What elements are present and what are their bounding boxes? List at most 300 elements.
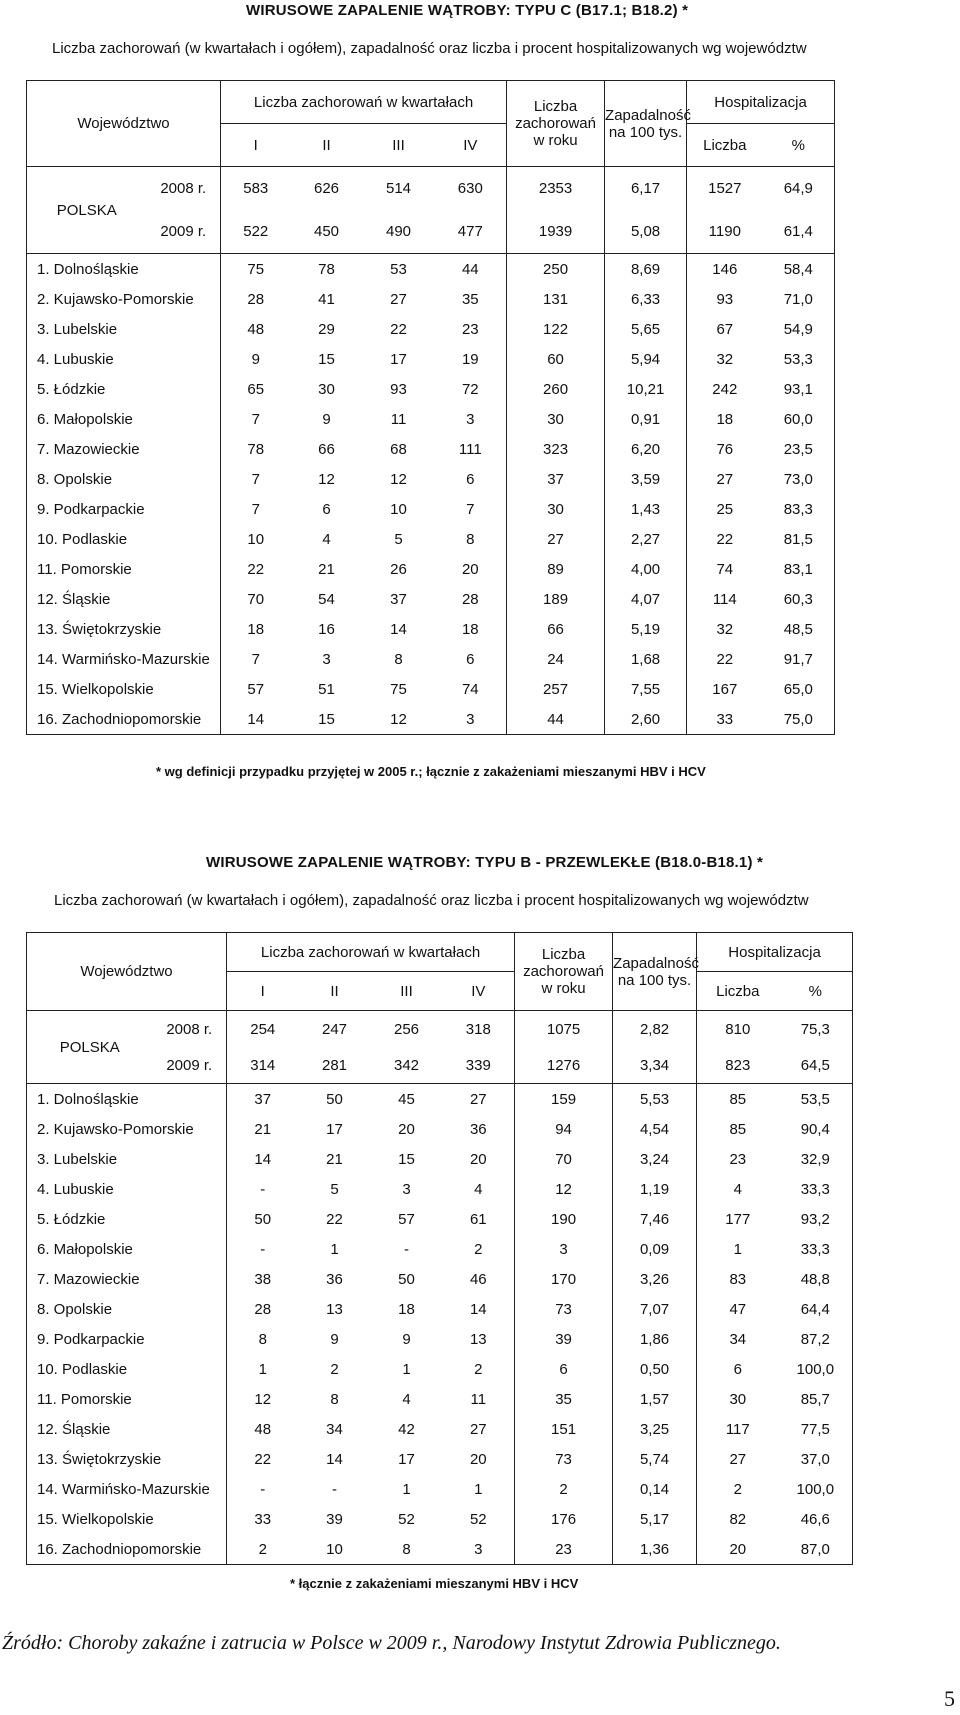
cell-q2: 66 — [318, 440, 335, 458]
header-hospitalization: Hospitalizacja — [687, 81, 835, 124]
header-quarters: Liczba zachorowań w kwartałach — [221, 81, 507, 124]
cell-q1: - — [260, 1240, 266, 1258]
table-row — [27, 254, 835, 285]
cell-q3: 10 — [390, 500, 407, 518]
cell-q1: 583 — [243, 180, 269, 197]
cell-q3: 8 — [371, 1534, 443, 1565]
cell-q1: 28 — [247, 290, 265, 308]
cell-q3: 20 — [398, 1120, 415, 1138]
cell-q4: 6 — [435, 464, 507, 494]
cell-q2: 41 — [318, 290, 335, 308]
cell-hosp-pct: 61,4 — [763, 210, 835, 254]
cell-hosp-count: 6 — [733, 1360, 742, 1378]
cell-q3: 57 — [398, 1210, 415, 1228]
cell-q2: 9 — [330, 1330, 339, 1348]
voivodeship-name: 7. Mazowieckie — [27, 1264, 227, 1294]
cell-hosp-count: 177 — [725, 1210, 751, 1228]
cell-hosp-count: 20 — [697, 1534, 779, 1565]
polska-year: 2008 r. — [153, 1011, 227, 1048]
voivodeship-name: 4. Lubuskie — [27, 344, 221, 374]
cell-hosp-count: 33 — [687, 704, 763, 735]
cell-q4: 477 — [435, 210, 507, 254]
cell-q4: 19 — [435, 344, 507, 374]
voivodeship-name: 15. Wielkopolskie — [27, 674, 221, 704]
cell-incidence: 1,57 — [613, 1384, 697, 1414]
cell-incidence: 1,36 — [613, 1534, 697, 1565]
cell-q4: 14 — [443, 1294, 515, 1324]
cell-q4: 61 — [443, 1204, 515, 1234]
cell-q1: 10 — [247, 530, 265, 548]
voivodeship-name: 12. Śląskie — [27, 1414, 227, 1444]
cell-incidence: 0,09 — [613, 1234, 697, 1264]
table-row — [27, 1264, 853, 1294]
cell-q4: 2 — [443, 1234, 515, 1264]
cell-hosp-count: 76 — [716, 440, 734, 458]
header-incidence — [613, 933, 697, 1011]
cell-year-total: 323 — [507, 434, 605, 464]
cell-incidence: 3,24 — [613, 1144, 697, 1174]
cell-q1: 75 — [247, 260, 265, 278]
cell-q3: 22 — [390, 320, 407, 338]
table-c-title: WIRUSOWE ZAPALENIE WĄTROBY: TYPU C (B17.1; B18.2) * — [246, 2, 689, 19]
cell-q2: 626 — [314, 180, 340, 197]
cell-q1: 14 — [221, 704, 291, 735]
voivodeship-name: 3. Lubelskie — [27, 1144, 227, 1174]
table-row — [27, 1504, 853, 1534]
cell-hosp-count: 2 — [733, 1480, 742, 1498]
cell-q1: 38 — [254, 1270, 272, 1288]
header-q4: IV — [435, 124, 507, 167]
cell-q3: 27 — [390, 290, 407, 308]
cell-q4: 3 — [435, 704, 507, 735]
cell-q1: 21 — [254, 1120, 272, 1138]
header-year-line1: Liczba — [541, 946, 586, 963]
cell-q2: 36 — [326, 1270, 343, 1288]
voivodeship-name: 2. Kujawsko-Pomorskie — [27, 284, 221, 314]
cell-year-total: 6 — [515, 1354, 613, 1384]
voivodeship-name: 13. Świętokrzyskie — [27, 1444, 227, 1474]
cell-q4: 630 — [435, 167, 507, 211]
cell-year-total: 89 — [507, 554, 605, 584]
cell-hosp-count: 823 — [697, 1047, 779, 1084]
voivodeship-name: 3. Lubelskie — [27, 314, 221, 344]
table-row — [27, 344, 835, 374]
cell-q1: 12 — [254, 1390, 272, 1408]
table-b-subtitle: Liczba zachorowań (w kwartałach i ogółem), zapadalność oraz liczba i procent hospitalizowanych wg województw — [54, 892, 809, 909]
cell-hosp-count: 34 — [729, 1330, 747, 1348]
cell-year-total: 94 — [515, 1114, 613, 1144]
cell-q3: 12 — [390, 470, 407, 488]
cell-q3: 68 — [390, 440, 407, 458]
cell-q3: 93 — [390, 380, 407, 398]
cell-hosp-pct: 32,9 — [779, 1144, 853, 1174]
cell-hosp-pct: 81,5 — [763, 524, 835, 554]
cell-incidence: 3,25 — [613, 1414, 697, 1444]
header-hosp-count: Liczba — [697, 972, 779, 1011]
cell-q2: 51 — [318, 680, 335, 698]
cell-hosp-pct: 58,4 — [763, 254, 835, 285]
cell-hosp-pct: 73,0 — [763, 464, 835, 494]
cell-q3: 14 — [390, 620, 407, 638]
voivodeship-name: 4. Lubuskie — [27, 1174, 227, 1204]
cell-hosp-pct: 64,4 — [779, 1294, 853, 1324]
header-incidence-line2: na 100 tys. — [608, 123, 683, 141]
header-q3: III — [363, 124, 435, 167]
cell-hosp-count: 32 — [716, 350, 734, 368]
cell-year-total: 1939 — [507, 210, 605, 254]
cell-q2: 17 — [326, 1120, 343, 1138]
cell-year-total: 73 — [515, 1444, 613, 1474]
page-number: 5 — [944, 1686, 955, 1711]
cell-hosp-pct: 87,2 — [779, 1324, 853, 1354]
cell-q1: 28 — [254, 1300, 272, 1318]
header-q1: I — [221, 124, 291, 167]
cell-q1: - — [260, 1480, 266, 1498]
cell-hosp-pct: 23,5 — [763, 434, 835, 464]
header-q2: II — [291, 124, 363, 167]
table-row — [27, 494, 835, 524]
cell-year-total: 39 — [515, 1324, 613, 1354]
header-quarters: Liczba zachorowań w kwartałach — [227, 933, 515, 972]
table-row — [27, 1234, 853, 1264]
cell-q3: 12 — [363, 704, 435, 735]
cell-incidence: 3,26 — [613, 1264, 697, 1294]
voivodeship-name: 1. Dolnośląskie — [27, 1084, 227, 1115]
cell-q3: 9 — [402, 1330, 411, 1348]
cell-incidence: 5,65 — [605, 314, 687, 344]
cell-incidence: 0,50 — [613, 1354, 697, 1384]
cell-q4: 36 — [443, 1114, 515, 1144]
cell-year-total: 44 — [507, 704, 605, 735]
cell-hosp-count: 810 — [725, 1020, 751, 1038]
cell-q1: 48 — [247, 320, 265, 338]
cell-q4: 339 — [443, 1047, 515, 1084]
cell-q3: 45 — [398, 1090, 415, 1108]
cell-hosp-pct: 33,3 — [779, 1174, 853, 1204]
cell-incidence: 6,20 — [605, 434, 687, 464]
cell-year-total: 30 — [507, 404, 605, 434]
table-row — [27, 584, 835, 614]
cell-year-total: 170 — [515, 1264, 613, 1294]
header-q2: II — [299, 972, 371, 1011]
cell-hosp-pct: 87,0 — [779, 1534, 853, 1565]
voivodeship-name: 12. Śląskie — [27, 584, 221, 614]
cell-q4: 28 — [435, 584, 507, 614]
table-row — [27, 1174, 853, 1204]
table-row — [27, 524, 835, 554]
voivodeship-name: 7. Mazowieckie — [27, 434, 221, 464]
cell-year-total: 1075 — [515, 1011, 613, 1048]
cell-year-total: 23 — [515, 1534, 613, 1565]
table-row — [27, 704, 835, 735]
cell-q2: 12 — [318, 470, 335, 488]
cell-q4: 23 — [435, 314, 507, 344]
table-row — [27, 1534, 853, 1565]
cell-hosp-count: 30 — [729, 1390, 747, 1408]
cell-q4: 20 — [443, 1144, 515, 1174]
table-row — [27, 644, 835, 674]
cell-q3: 1 — [402, 1480, 411, 1498]
cell-year-total: 37 — [507, 464, 605, 494]
cell-q3: 3 — [402, 1180, 411, 1198]
cell-incidence: 5,08 — [605, 210, 687, 254]
cell-hosp-pct: 75,0 — [763, 704, 835, 735]
cell-year-total: 189 — [507, 584, 605, 614]
cell-year-total: 66 — [507, 614, 605, 644]
cell-hosp-count: 82 — [729, 1510, 747, 1528]
table-row — [27, 1114, 853, 1144]
voivodeship-name: 16. Zachodniopomorskie — [27, 1534, 227, 1565]
cell-incidence: 5,94 — [605, 344, 687, 374]
table-b — [26, 932, 853, 1565]
cell-incidence: 3,59 — [605, 464, 687, 494]
table-row — [27, 1084, 853, 1115]
cell-q4: 4 — [443, 1174, 515, 1204]
cell-q1: 70 — [247, 590, 265, 608]
voivodeship-name: 11. Pomorskie — [27, 1384, 227, 1414]
cell-q2: 1 — [330, 1240, 339, 1258]
table-row — [27, 1324, 853, 1354]
cell-incidence: 2,82 — [613, 1011, 697, 1048]
cell-hosp-count: 22 — [716, 530, 734, 548]
cell-q2: 9 — [322, 410, 331, 428]
cell-hosp-pct: 100,0 — [779, 1474, 853, 1504]
table-row — [27, 434, 835, 464]
cell-year-total: 3 — [515, 1234, 613, 1264]
header-year-line2: zachorowań — [523, 963, 604, 980]
voivodeship-name: 8. Opolskie — [27, 1294, 227, 1324]
cell-q2: 281 — [299, 1047, 371, 1084]
cell-q2: 6 — [322, 500, 331, 518]
cell-q1: 7 — [251, 500, 260, 518]
cell-q2: 78 — [318, 260, 335, 278]
cell-q2: 22 — [326, 1210, 343, 1228]
cell-hosp-pct: 83,3 — [763, 494, 835, 524]
table-c — [26, 80, 835, 735]
header-hosp-count: Liczba — [687, 124, 763, 167]
cell-q3: 342 — [371, 1047, 443, 1084]
cell-incidence: 1,68 — [605, 644, 687, 674]
cell-hosp-pct: 48,8 — [779, 1264, 853, 1294]
cell-q3: 37 — [390, 590, 407, 608]
cell-q1: - — [260, 1180, 266, 1198]
cell-year-total: 190 — [515, 1204, 613, 1234]
cell-year-total: 35 — [515, 1384, 613, 1414]
cell-q1: 50 — [254, 1210, 272, 1228]
cell-q2: 2 — [330, 1360, 339, 1378]
cell-hosp-pct: 93,2 — [779, 1204, 853, 1234]
cell-year-total: 122 — [507, 314, 605, 344]
table-c-footnote: * wg definicji przypadku przyjętej w 2005 r.; łącznie z zakażeniami mieszanymi HBV i HCV — [156, 764, 706, 779]
cell-hosp-count: 85 — [729, 1090, 747, 1108]
cell-q4: 11 — [443, 1384, 515, 1414]
cell-incidence: 3,34 — [613, 1047, 697, 1084]
cell-q1: 254 — [250, 1020, 276, 1038]
header-incidence-line1: Zapadalność — [605, 106, 691, 124]
voivodeship-name: 8. Opolskie — [27, 464, 221, 494]
cell-q4: 52 — [443, 1504, 515, 1534]
source-note: Źródło: Choroby zakaźne i zatrucia w Polsce w 2009 r., Narodowy Instytut Zdrowia Publicznego. — [2, 1632, 781, 1654]
cell-q1: 7 — [251, 470, 260, 488]
cell-q2: 15 — [291, 704, 363, 735]
cell-hosp-count: 25 — [716, 500, 734, 518]
cell-q2: 10 — [299, 1534, 371, 1565]
cell-q3: 52 — [398, 1510, 415, 1528]
table-row — [27, 404, 835, 434]
voivodeship-name: 1. Dolnośląskie — [27, 254, 221, 285]
cell-q1: 78 — [247, 440, 265, 458]
cell-q3: 75 — [390, 680, 407, 698]
voivodeship-name: 9. Podkarpackie — [27, 1324, 227, 1354]
table-b-footnote: * łącznie z zakażeniami mieszanymi HBV i HCV — [290, 1576, 579, 1591]
cell-hosp-pct: 90,4 — [779, 1114, 853, 1144]
cell-hosp-pct: 53,3 — [763, 344, 835, 374]
cell-q3: 18 — [398, 1300, 415, 1318]
cell-incidence: 7,07 — [613, 1294, 697, 1324]
cell-year-total: 27 — [507, 524, 605, 554]
voivodeship-name: 6. Małopolskie — [27, 1234, 227, 1264]
cell-q4: 18 — [435, 614, 507, 644]
cell-q2: 14 — [326, 1450, 343, 1468]
polska-label: POLSKA — [27, 1011, 153, 1084]
cell-hosp-pct: 71,0 — [763, 284, 835, 314]
cell-incidence: 8,69 — [605, 254, 687, 285]
cell-q1: 522 — [221, 210, 291, 254]
cell-q1: 22 — [254, 1450, 272, 1468]
header-year-line1: Liczba — [533, 98, 578, 115]
voivodeship-name: 14. Warmińsko-Mazurskie — [27, 644, 221, 674]
voivodeship-name: 10. Podlaskie — [27, 1354, 227, 1384]
header-wojewodztwo: Województwo — [27, 81, 221, 167]
cell-q4: 111 — [435, 434, 507, 464]
cell-year-total: 176 — [515, 1504, 613, 1534]
cell-q1: 8 — [258, 1330, 267, 1348]
cell-incidence: 1,19 — [613, 1174, 697, 1204]
cell-q4: 13 — [443, 1324, 515, 1354]
header-hosp-pct: % — [763, 124, 835, 167]
table-row — [27, 1414, 853, 1444]
cell-incidence: 5,74 — [613, 1444, 697, 1474]
cell-hosp-pct: 53,5 — [779, 1084, 853, 1115]
cell-q3: 8 — [394, 650, 403, 668]
table-row — [27, 314, 835, 344]
cell-q2: 50 — [326, 1090, 343, 1108]
cell-q3: 50 — [398, 1270, 415, 1288]
cell-q4: 27 — [443, 1084, 515, 1115]
cell-incidence: 4,07 — [605, 584, 687, 614]
cell-q4: 44 — [435, 254, 507, 285]
cell-q4: 6 — [435, 644, 507, 674]
cell-hosp-pct: 37,0 — [779, 1444, 853, 1474]
cell-hosp-count: 67 — [716, 320, 734, 338]
voivodeship-name: 6. Małopolskie — [27, 404, 221, 434]
cell-q2: 21 — [318, 560, 335, 578]
voivodeship-name: 5. Łódzkie — [27, 374, 221, 404]
cell-hosp-count: 27 — [729, 1450, 747, 1468]
cell-hosp-count: 4 — [733, 1180, 742, 1198]
cell-year-total: 151 — [515, 1414, 613, 1444]
cell-q4: 2 — [443, 1354, 515, 1384]
header-year-total — [507, 81, 605, 167]
cell-hosp-count: 167 — [712, 680, 738, 698]
cell-q4: 74 — [435, 674, 507, 704]
cell-incidence: 0,91 — [605, 404, 687, 434]
table-c-subtitle: Liczba zachorowań (w kwartałach i ogółem), zapadalność oraz liczba i procent hospitalizowanych wg województw — [52, 40, 807, 57]
table-row — [27, 284, 835, 314]
voivodeship-name: 11. Pomorskie — [27, 554, 221, 584]
table-row — [27, 1144, 853, 1174]
cell-q2: 13 — [326, 1300, 343, 1318]
voivodeship-name: 16. Zachodniopomorskie — [27, 704, 221, 735]
cell-q3: 490 — [363, 210, 435, 254]
cell-hosp-pct: 91,7 — [763, 644, 835, 674]
polska-label: POLSKA — [27, 167, 147, 254]
cell-year-total: 1276 — [515, 1047, 613, 1084]
cell-hosp-count: 32 — [716, 620, 734, 638]
cell-hosp-pct: 60,0 — [763, 404, 835, 434]
cell-incidence: 10,21 — [605, 374, 687, 404]
cell-q1: 37 — [254, 1090, 272, 1108]
header-incidence-line2: na 100 tys. — [617, 971, 692, 989]
cell-q3: 514 — [386, 180, 412, 197]
cell-hosp-count: 1190 — [687, 210, 763, 254]
cell-q1: 65 — [247, 380, 265, 398]
cell-q3: 53 — [390, 260, 407, 278]
table-row — [27, 1354, 853, 1384]
table-row — [27, 674, 835, 704]
cell-hosp-count: 1 — [733, 1240, 742, 1258]
cell-hosp-count: 114 — [712, 590, 737, 608]
header-wojewodztwo: Województwo — [27, 933, 227, 1011]
cell-q4: 3 — [435, 404, 507, 434]
cell-year-total: 30 — [507, 494, 605, 524]
cell-hosp-count: 18 — [716, 410, 734, 428]
cell-q1: 1 — [258, 1360, 267, 1378]
cell-q2: 8 — [330, 1390, 339, 1408]
header-hospitalization: Hospitalizacja — [697, 933, 853, 972]
cell-hosp-pct: 64,9 — [763, 167, 835, 211]
cell-q2: 247 — [322, 1020, 348, 1038]
table-row — [27, 1204, 853, 1234]
table-row — [27, 374, 835, 404]
cell-q4: 3 — [443, 1534, 515, 1565]
cell-q2: 16 — [318, 620, 335, 638]
table-row — [27, 464, 835, 494]
cell-year-total: 24 — [507, 644, 605, 674]
cell-hosp-count: 85 — [729, 1120, 747, 1138]
cell-incidence: 4,00 — [605, 554, 687, 584]
cell-year-total: 70 — [515, 1144, 613, 1174]
cell-q1: 18 — [247, 620, 265, 638]
cell-q4: 1 — [443, 1474, 515, 1504]
cell-q1: 7 — [251, 410, 260, 428]
cell-hosp-count: 117 — [725, 1420, 750, 1438]
cell-q4: 35 — [435, 284, 507, 314]
cell-incidence: 0,14 — [613, 1474, 697, 1504]
polska-row — [27, 167, 835, 211]
cell-q2: 54 — [318, 590, 335, 608]
cell-hosp-pct: 75,3 — [779, 1011, 853, 1048]
cell-q3: 256 — [394, 1020, 420, 1038]
cell-q2: 5 — [330, 1180, 339, 1198]
voivodeship-name: 15. Wielkopolskie — [27, 1504, 227, 1534]
cell-q1: 2 — [227, 1534, 299, 1565]
cell-q2: 21 — [326, 1150, 343, 1168]
cell-hosp-count: 27 — [716, 470, 734, 488]
voivodeship-name: 5. Łódzkie — [27, 1204, 227, 1234]
cell-hosp-count: 23 — [729, 1150, 747, 1168]
cell-hosp-pct: 85,7 — [779, 1384, 853, 1414]
